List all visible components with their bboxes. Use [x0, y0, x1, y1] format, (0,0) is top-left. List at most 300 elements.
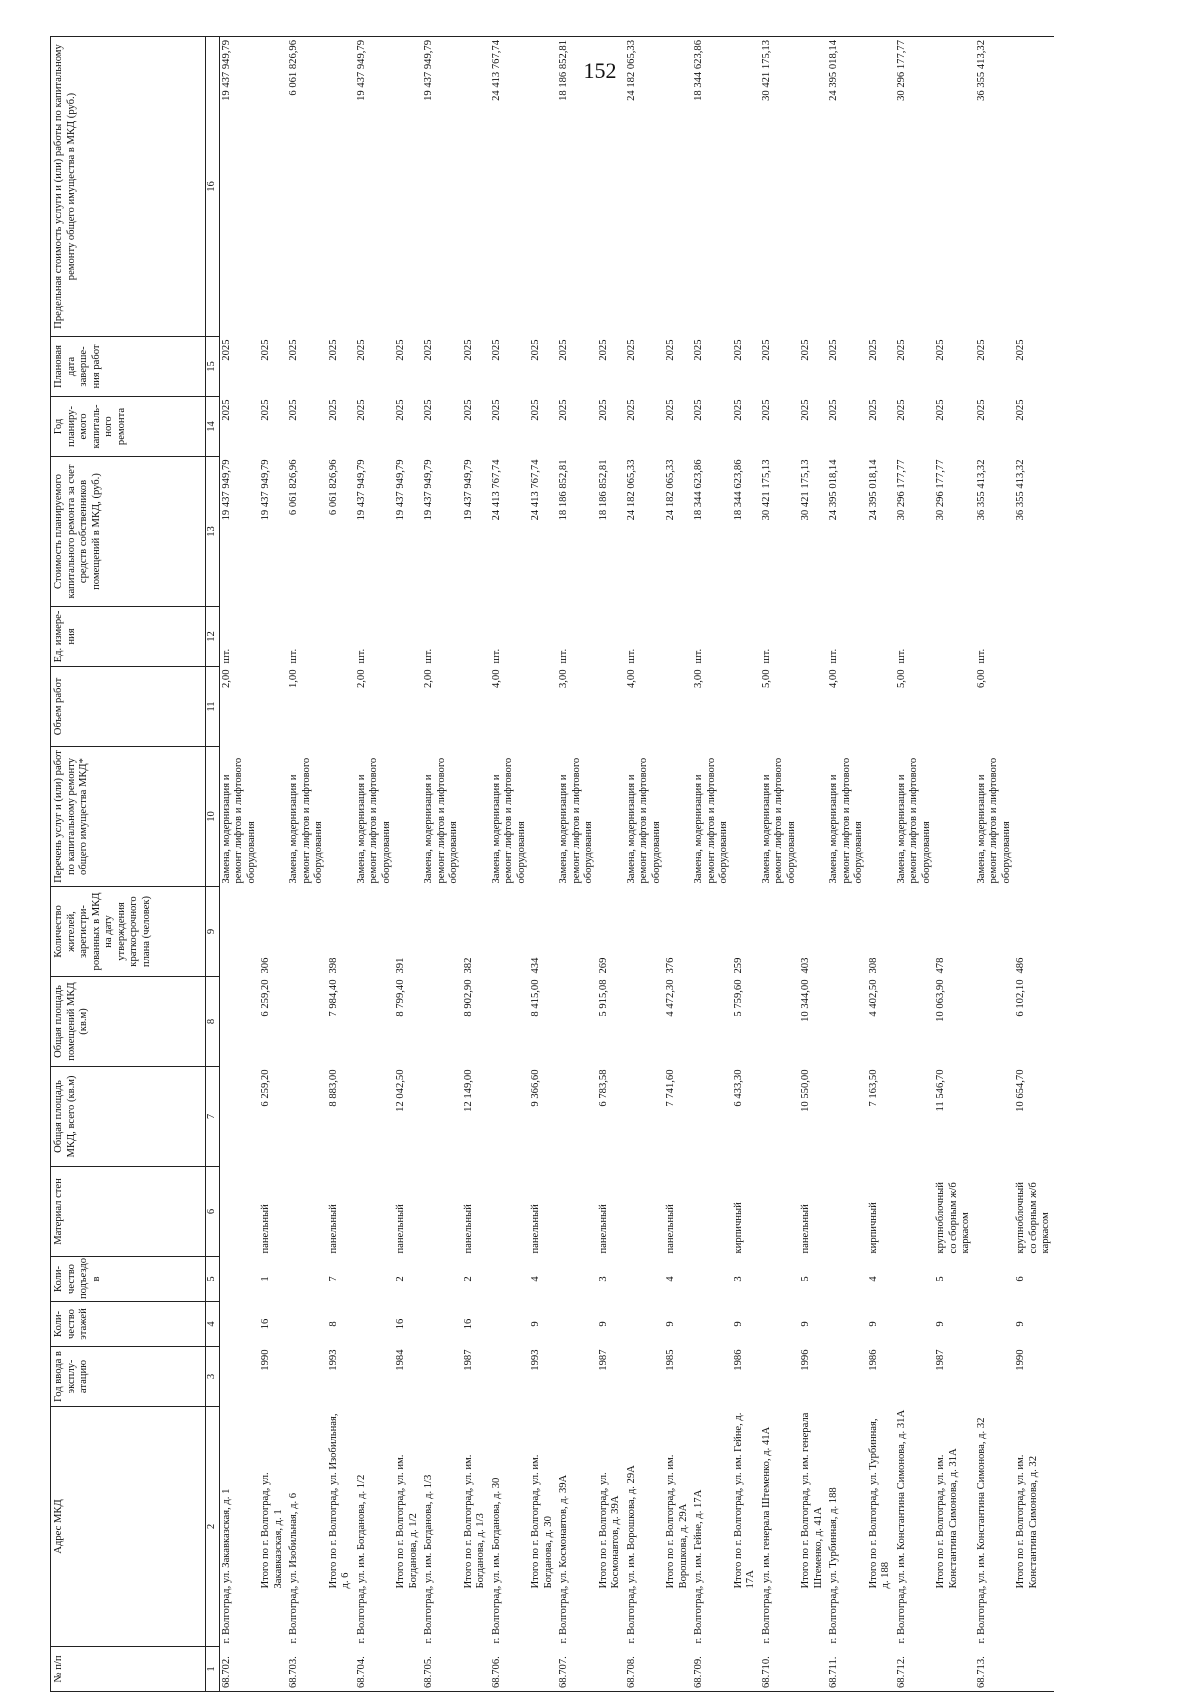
limit-cost-cell: 36 355 413,32 [974, 37, 1015, 337]
plan-year-cell: 2025 [895, 399, 907, 421]
volume-cell [867, 667, 894, 747]
wall-material-cell [354, 1167, 395, 1257]
total-area-cell: 6 783,58 [597, 1069, 609, 1107]
end-date-cell: 2025 [1015, 339, 1026, 361]
volume-cell [462, 667, 489, 747]
year-cell: 1990 [1015, 1349, 1026, 1371]
cost-cell: 24 413 767,74 [490, 459, 502, 521]
end-date-cell: 2025 [665, 339, 676, 361]
premises-area-cell: 8 415,00 [530, 979, 541, 1017]
volume-cell [259, 667, 286, 747]
column-number: 4 [206, 1302, 220, 1347]
volume-cell: 3,00 [693, 669, 704, 689]
limit-cost-cell: 19 437 949,79 [354, 37, 395, 337]
total-area-cell: 9 366,60 [530, 1069, 541, 1107]
table-row [556, 37, 597, 1692]
plan-year-cell: 2025 [625, 399, 637, 421]
residents-cell: 259 [732, 957, 744, 974]
residents-cell [286, 887, 327, 977]
column-number: 11 [206, 667, 220, 747]
residents-cell [691, 887, 732, 977]
total-area-cell: 12 149,00 [462, 1069, 474, 1112]
premises-area-cell: 10 344,00 [800, 979, 811, 1022]
wall-material-cell [894, 1167, 935, 1257]
plan-year-cell: 2025 [693, 399, 704, 421]
limit-cost-cell [259, 37, 286, 337]
limit-cost-cell [732, 37, 759, 337]
works-cell: Замена, модернизация и ремонт лифтов и лифтового оборудования [490, 757, 527, 884]
total-area-cell [286, 1067, 327, 1167]
cost-cell: 19 437 949,79 [462, 459, 474, 521]
residents-cell: 478 [935, 957, 946, 974]
address-cell: Итого по г. Волгоград, ул. Турбинная, д. 188 [867, 1418, 891, 1589]
plan-year-cell: 2025 [760, 399, 772, 421]
header-row [51, 37, 206, 1692]
volume-cell: 1,00 [288, 669, 299, 689]
unit-cell [327, 607, 354, 667]
works-cell: Замена, модернизация и ремонт лифтов и лифтового оборудования [828, 757, 864, 884]
floors-cell [759, 1302, 800, 1347]
entrances-cell [759, 1257, 800, 1302]
entrances-cell [421, 1257, 462, 1302]
year-cell: 1993 [530, 1349, 541, 1371]
residents-cell [489, 887, 530, 977]
wall-material-cell: панельный [260, 1204, 271, 1254]
works-cell [934, 747, 974, 887]
total-row [462, 37, 489, 1692]
entrances-cell [691, 1257, 732, 1302]
end-date-cell: 2025 [760, 339, 772, 361]
wall-material-cell: панельный [530, 1204, 541, 1254]
premises-area-cell: 4 402,50 [867, 979, 879, 1017]
unit-cell [1014, 607, 1054, 667]
total-area-cell [489, 1067, 530, 1167]
volume-cell: 2,00 [220, 669, 232, 689]
premises-area-cell: 7 984,40 [327, 979, 339, 1017]
column-number: 9 [206, 887, 220, 977]
unit-cell [664, 607, 691, 667]
end-date-cell: 2025 [597, 339, 609, 361]
end-date-cell: 2025 [490, 339, 502, 361]
header-unit: Ед. измере-ния [51, 607, 206, 667]
floors-cell [286, 1302, 327, 1347]
total-row [529, 37, 556, 1692]
cost-cell: 24 395 018,14 [828, 459, 839, 521]
entrances-cell: 2 [395, 1276, 406, 1282]
entrances-cell: 4 [867, 1276, 879, 1282]
column-number: 10 [206, 747, 220, 887]
row-number [259, 1647, 286, 1692]
row-number [867, 1647, 894, 1692]
limit-cost-cell [664, 37, 691, 337]
cost-cell: 6 061 826,96 [288, 459, 299, 516]
year-cell [219, 1347, 259, 1407]
end-date-cell: 2025 [975, 339, 987, 361]
total-area-cell: 12 042,50 [395, 1069, 406, 1112]
limit-cost-cell [597, 37, 624, 337]
year-cell [489, 1347, 530, 1407]
row-number: 68.703. [286, 1647, 327, 1692]
wall-material-cell [421, 1167, 462, 1257]
total-area-cell [974, 1067, 1015, 1167]
premises-area-cell [974, 977, 1015, 1067]
entrances-cell [624, 1257, 665, 1302]
table-row [624, 37, 665, 1692]
wall-material-cell: панельный [395, 1204, 406, 1254]
plan-year-cell: 2025 [395, 399, 406, 421]
unit-cell [732, 607, 759, 667]
header-residents: Количество жителей, зарегистри-рованных в МКД на дату утверждения краткосрочного плана (человек) [51, 887, 206, 977]
limit-cost-cell [529, 37, 556, 337]
entrances-cell [286, 1257, 327, 1302]
unit-cell [934, 607, 974, 667]
total-area-cell [556, 1067, 597, 1167]
floors-cell: 16 [462, 1318, 474, 1330]
floors-cell [826, 1302, 867, 1347]
premises-area-cell [759, 977, 800, 1067]
unit-cell: шт. [220, 648, 232, 664]
total-area-cell: 6 433,30 [732, 1069, 744, 1107]
end-date-cell: 2025 [800, 339, 811, 361]
floors-cell [421, 1302, 462, 1347]
end-date-cell: 2025 [732, 339, 744, 361]
table-row [759, 37, 800, 1692]
residents-cell [556, 887, 597, 977]
unit-cell: шт. [423, 648, 434, 664]
year-cell: 1987 [935, 1349, 946, 1371]
year-cell: 1996 [800, 1349, 811, 1371]
wall-material-cell: панельный [597, 1204, 609, 1254]
rotated-table-container [50, 37, 1164, 1692]
premises-area-cell [421, 977, 462, 1067]
premises-area-cell: 5 915,08 [597, 979, 609, 1017]
unit-cell: шт. [288, 648, 299, 664]
wall-material-cell: панельный [665, 1204, 676, 1254]
wall-material-cell [624, 1167, 665, 1257]
total-area-cell: 11 546,70 [935, 1069, 946, 1112]
row-number [327, 1647, 354, 1692]
year-cell [354, 1347, 395, 1407]
works-cell: Замена, модернизация и ремонт лифтов и лифтового оборудования [355, 757, 392, 884]
floors-cell [691, 1302, 732, 1347]
unit-cell: шт. [490, 648, 502, 664]
plan-year-cell: 2025 [800, 399, 811, 421]
residents-cell: 376 [665, 957, 676, 974]
year-cell [894, 1347, 935, 1407]
floors-cell: 9 [530, 1321, 541, 1327]
entrances-cell [489, 1257, 530, 1302]
header-works: Перечень услуг и (или) работ по капитальному ремонту общего имущества МКД* [51, 747, 206, 887]
column-number: 6 [206, 1167, 220, 1257]
floors-cell: 16 [260, 1318, 271, 1330]
limit-cost-cell: 24 395 018,14 [826, 37, 867, 337]
total-row [394, 37, 421, 1692]
premises-area-cell [894, 977, 935, 1067]
header-plan-year: Год планиру-емого капиталь-ного ремонта [51, 397, 206, 457]
volume-cell [732, 667, 759, 747]
residents-cell: 306 [260, 957, 271, 974]
entrances-cell: 6 [1015, 1276, 1026, 1282]
total-area-cell: 10 654,70 [1015, 1069, 1026, 1112]
column-number: 13 [206, 457, 220, 607]
cost-cell: 24 395 018,14 [867, 459, 879, 521]
volume-cell: 5,00 [895, 669, 907, 689]
row-number [664, 1647, 691, 1692]
premises-area-cell: 5 759,60 [732, 979, 744, 1017]
address-cell: Итого по г. Волгоград, ул. им. Богданова, д. 1/3 [462, 1454, 486, 1589]
entrances-cell [826, 1257, 867, 1302]
row-number [1014, 1647, 1054, 1692]
row-number: 68.705. [421, 1647, 462, 1692]
total-area-cell [894, 1067, 935, 1167]
limit-cost-cell [327, 37, 354, 337]
premises-area-cell: 6 102,10 [1015, 979, 1026, 1017]
premises-area-cell [556, 977, 597, 1067]
row-number [529, 1647, 556, 1692]
floors-cell: 9 [867, 1321, 879, 1327]
header-total-area: Общая площадь МКД, всего (кв.м) [51, 1067, 206, 1167]
floors-cell [489, 1302, 530, 1347]
volume-cell [934, 667, 974, 747]
end-date-cell: 2025 [625, 339, 637, 361]
limit-cost-cell: 18 344 623,86 [691, 37, 732, 337]
column-number: 7 [206, 1067, 220, 1167]
unit-cell [259, 607, 286, 667]
residents-cell: 382 [462, 957, 474, 974]
plan-year-cell: 2025 [220, 399, 232, 421]
year-cell: 1986 [732, 1349, 744, 1371]
entrances-cell [556, 1257, 597, 1302]
wall-material-cell: панельный [327, 1204, 339, 1254]
plan-year-cell: 2025 [490, 399, 502, 421]
wall-material-cell: панельный [462, 1204, 474, 1254]
premises-area-cell [826, 977, 867, 1067]
floors-cell: 16 [395, 1318, 406, 1330]
unit-cell: шт. [625, 648, 637, 664]
end-date-cell: 2025 [828, 339, 839, 361]
end-date-cell: 2025 [558, 339, 569, 361]
header-premises-area: Общая площадь помещений МКД (кв.м) [51, 977, 206, 1067]
address-cell: Итого по г. Волгоград, ул. им. Богданова, д. 1/2 [395, 1454, 419, 1589]
address-cell: г. Волгоград, ул. им. Богданова, д. 1/3 [423, 1474, 434, 1644]
total-row [327, 37, 354, 1692]
column-number: 1 [206, 1647, 220, 1692]
row-number: 68.707. [556, 1647, 597, 1692]
floors-cell [556, 1302, 597, 1347]
end-date-cell: 2025 [935, 339, 946, 361]
address-cell: г. Волгоград, ул. им. Гейне, д. 17А [693, 1489, 704, 1644]
row-number: 68.708. [624, 1647, 665, 1692]
floors-cell: 9 [597, 1321, 609, 1327]
works-cell [799, 747, 826, 887]
total-row [799, 37, 826, 1692]
wall-material-cell [286, 1167, 327, 1257]
end-date-cell: 2025 [395, 339, 406, 361]
total-row [664, 37, 691, 1692]
limit-cost-cell: 18 186 852,81 [556, 37, 597, 337]
cost-cell: 24 182 065,33 [625, 459, 637, 521]
column-number: 3 [206, 1347, 220, 1407]
year-cell [974, 1347, 1015, 1407]
total-row [1014, 37, 1054, 1692]
address-cell: Итого по г. Волгоград, ул. им. Гейне, д. 17А [732, 1412, 756, 1589]
total-row [934, 37, 974, 1692]
works-cell [732, 747, 759, 887]
cost-cell: 19 437 949,79 [355, 459, 367, 521]
unit-cell: шт. [828, 648, 839, 664]
works-cell: Замена, модернизация и ремонт лифтов и лифтового оборудования [975, 757, 1012, 884]
volume-cell [1014, 667, 1054, 747]
cost-cell: 18 186 852,81 [558, 459, 569, 521]
table-row [354, 37, 395, 1692]
row-number: 68.710. [759, 1647, 800, 1692]
end-date-cell: 2025 [867, 339, 879, 361]
table-row [691, 37, 732, 1692]
header-end-date: Плановая дата заверше-ния работ [51, 337, 206, 397]
limit-cost-cell [462, 37, 489, 337]
plan-year-cell: 2025 [260, 399, 271, 421]
unit-cell: шт. [693, 648, 704, 664]
table-row [974, 37, 1015, 1692]
row-number: 68.704. [354, 1647, 395, 1692]
total-area-cell [421, 1067, 462, 1167]
works-cell [1014, 747, 1054, 887]
premises-area-cell: 4 472,30 [665, 979, 676, 1017]
end-date-cell: 2025 [355, 339, 367, 361]
cost-cell: 19 437 949,79 [423, 459, 434, 521]
header-limit-cost: Предельная стоимость услуги и (или) работы по капитальному ремонту общего имущества в МКД (руб.) [51, 37, 206, 337]
cost-cell: 30 296 177,77 [895, 459, 907, 521]
limit-cost-cell: 24 182 065,33 [624, 37, 665, 337]
works-cell: Замена, модернизация и ремонт лифтов и лифтового оборудования [693, 757, 729, 884]
end-date-cell: 2025 [327, 339, 339, 361]
plan-year-cell: 2025 [327, 399, 339, 421]
works-cell: Замена, модернизация и ремонт лифтов и лифтового оборудования [558, 757, 594, 884]
wall-material-cell [759, 1167, 800, 1257]
unit-cell [867, 607, 894, 667]
year-cell [759, 1347, 800, 1407]
plan-year-cell: 2025 [867, 399, 879, 421]
floors-cell [974, 1302, 1015, 1347]
wall-material-cell [556, 1167, 597, 1257]
total-area-cell: 10 550,00 [800, 1069, 811, 1112]
cost-cell: 18 344 623,86 [732, 459, 744, 521]
plan-year-cell: 2025 [288, 399, 299, 421]
column-number: 2 [206, 1407, 220, 1647]
cost-cell: 30 421 175,13 [760, 459, 772, 521]
year-cell: 1986 [867, 1349, 879, 1371]
year-cell: 1985 [665, 1349, 676, 1371]
floors-cell: 9 [665, 1321, 676, 1327]
row-number: 68.712. [894, 1647, 935, 1692]
address-cell: Итого по г. Волгоград, ул. им. Константина Симонова, д. 32 [1015, 1454, 1039, 1589]
volume-cell [664, 667, 691, 747]
works-cell [664, 747, 691, 887]
limit-cost-cell [799, 37, 826, 337]
wall-material-cell: панельный [800, 1204, 811, 1254]
end-date-cell: 2025 [895, 339, 907, 361]
end-date-cell: 2025 [260, 339, 271, 361]
residents-cell: 434 [530, 957, 541, 974]
volume-cell: 4,00 [490, 669, 502, 689]
entrances-cell: 4 [665, 1276, 676, 1282]
unit-cell: шт. [355, 648, 367, 664]
cost-cell: 19 437 949,79 [395, 459, 406, 521]
unit-cell: шт. [975, 648, 987, 664]
residents-cell: 486 [1015, 957, 1026, 974]
residents-cell [974, 887, 1015, 977]
volume-cell [597, 667, 624, 747]
total-area-cell [354, 1067, 395, 1167]
cost-cell: 36 355 413,32 [1015, 459, 1026, 521]
entrances-cell: 3 [597, 1276, 609, 1282]
residents-cell: 398 [327, 957, 339, 974]
volume-cell: 4,00 [828, 669, 839, 689]
column-number: 12 [206, 607, 220, 667]
address-cell: г. Волгоград, ул. Закавказская, д. 1 [220, 1488, 232, 1644]
wall-material-cell [826, 1167, 867, 1257]
works-cell [529, 747, 556, 887]
cost-cell: 24 413 767,74 [530, 459, 541, 521]
works-cell: Замена, модернизация и ремонт лифтов и лифтового оборудования [760, 757, 797, 884]
header-entrances: Коли-чество подъездо в [51, 1257, 206, 1302]
floors-cell: 9 [732, 1321, 744, 1327]
works-cell [597, 747, 624, 887]
premises-area-cell [286, 977, 327, 1067]
header-num: № п/п [51, 1647, 206, 1692]
header-address: Адрес МКД [51, 1407, 206, 1647]
row-number [799, 1647, 826, 1692]
total-row [597, 37, 624, 1692]
cost-cell: 6 061 826,96 [327, 459, 339, 516]
residents-cell: 308 [867, 957, 879, 974]
floors-cell [354, 1302, 395, 1347]
cost-cell: 18 186 852,81 [597, 459, 609, 521]
address-cell: Итого по г. Волгоград, ул. им. генерала Штеменко, д. 41А [800, 1412, 824, 1589]
residents-cell: 269 [597, 957, 609, 974]
plan-year-cell: 2025 [597, 399, 609, 421]
limit-cost-cell: 30 296 177,77 [894, 37, 935, 337]
address-cell: Итого по г. Волгоград, ул. им. Богданова, д. 30 [530, 1454, 554, 1589]
address-cell: г. Волгоград, ул. им. генерала Штеменко, д. 41А [760, 1426, 772, 1644]
wall-material-cell [489, 1167, 530, 1257]
unit-cell [597, 607, 624, 667]
row-number: 68.711. [826, 1647, 867, 1692]
works-cell: Замена, модернизация и ремонт лифтов и лифтового оборудования [895, 757, 932, 884]
address-cell: г. Волгоград, ул. им. Богданова, д. 30 [490, 1477, 502, 1644]
floors-cell: 9 [935, 1321, 946, 1327]
works-cell [462, 747, 489, 887]
volume-cell [327, 667, 354, 747]
address-cell: Итого по г. Волгоград, ул. Космонавтов, д. 39А [597, 1472, 621, 1589]
address-cell: г. Волгоград, ул. Космонавтов, д. 39А [558, 1474, 569, 1644]
table-row [489, 37, 530, 1692]
limit-cost-cell: 19 437 949,79 [421, 37, 462, 337]
floors-cell [624, 1302, 665, 1347]
page-number: 152 [583, 58, 617, 83]
residents-cell [219, 887, 259, 977]
residents-cell [826, 887, 867, 977]
cost-cell: 19 437 949,79 [220, 459, 232, 521]
header-volume: Объем работ [51, 667, 206, 747]
residents-cell [421, 887, 462, 977]
entrances-cell: 2 [462, 1276, 474, 1282]
address-cell: г. Волгоград, ул. Изобильная, д. 6 [288, 1492, 299, 1644]
column-number: 14 [206, 397, 220, 457]
floors-cell [894, 1302, 935, 1347]
plan-year-cell: 2025 [732, 399, 744, 421]
entrances-cell [354, 1257, 395, 1302]
